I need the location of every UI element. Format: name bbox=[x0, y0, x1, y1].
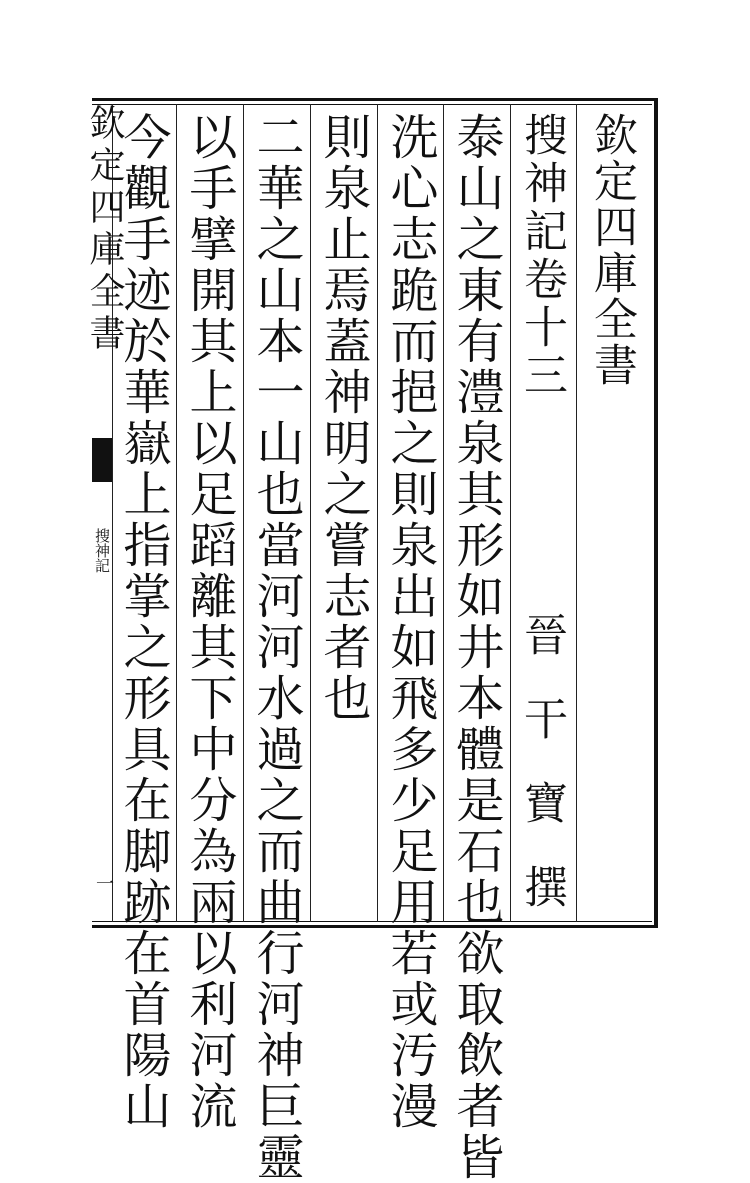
column-rule bbox=[510, 104, 511, 922]
margin-folio-label: 搜神記 bbox=[93, 528, 111, 573]
text-column: 今觀手迹於華嶽上指掌之形具在脚跡在首陽山 bbox=[115, 112, 171, 1132]
column-rule bbox=[443, 104, 444, 922]
column-rule bbox=[176, 104, 177, 922]
book-heading bbox=[512, 112, 570, 948]
book-author: 晉干寶撰 bbox=[516, 612, 567, 948]
book-title: 搜神記卷十三 bbox=[516, 112, 567, 400]
column-rule bbox=[243, 104, 244, 922]
column-rule bbox=[576, 104, 577, 922]
text-column: 泰山之東有澧泉其形如井本體是石也欲取飲者皆 bbox=[448, 112, 504, 1183]
margin-running-title: 欽定四庫全書 bbox=[84, 104, 125, 356]
center-margin bbox=[84, 104, 125, 922]
text-column: 洗心志跪而挹之則泉出如飛多少足用若或汚漫 bbox=[382, 112, 438, 1132]
fish-tail-mark bbox=[92, 476, 112, 482]
text-column: 二華之山本一山也當河河水過之而曲行河神巨靈 bbox=[248, 112, 304, 1183]
margin-page-number: 一 bbox=[93, 874, 114, 892]
column-rule bbox=[310, 104, 311, 922]
column-rule bbox=[377, 104, 378, 922]
text-column: 則泉止焉蓋神明之嘗志者也 bbox=[315, 112, 371, 724]
text-column: 以手擘開其上以足蹈離其下中分為兩以利河流 bbox=[181, 112, 237, 1132]
fish-tail-mark bbox=[92, 438, 112, 476]
collection-title: 欽定四庫全書 bbox=[586, 112, 637, 388]
